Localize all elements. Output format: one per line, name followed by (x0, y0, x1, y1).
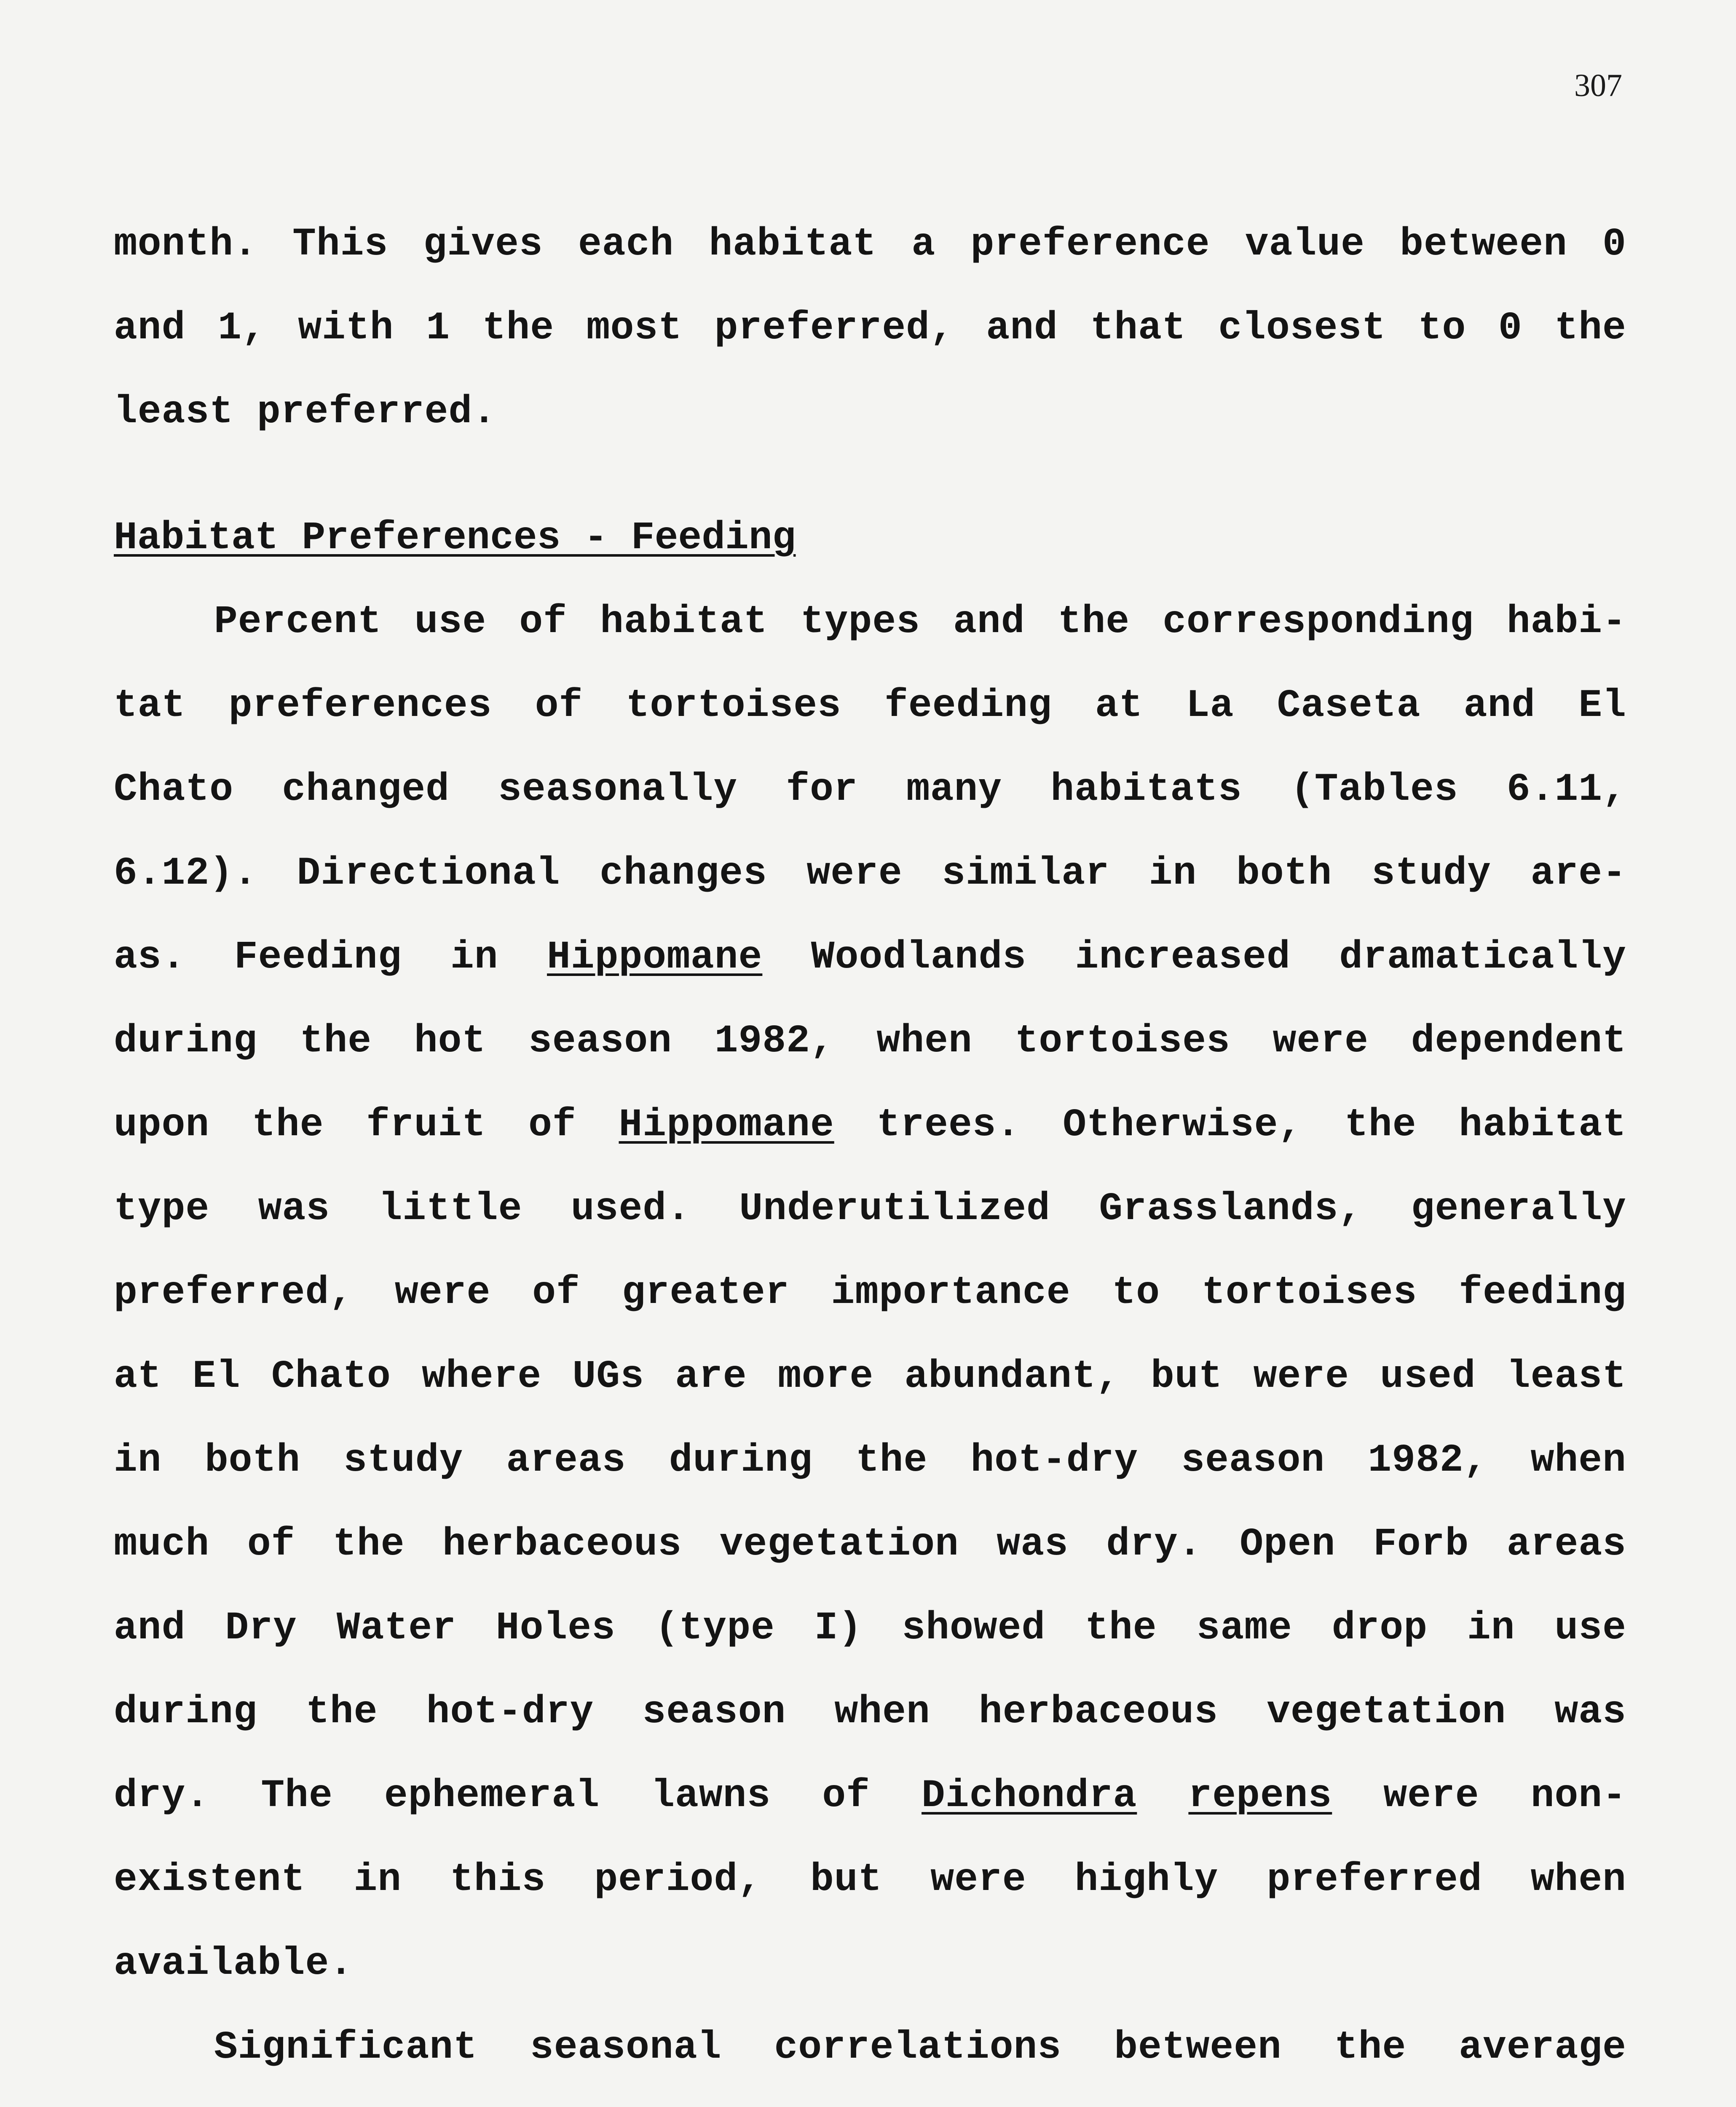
word: study (1371, 851, 1491, 895)
word: during (669, 1438, 813, 1482)
word: increased (1075, 935, 1291, 979)
word: same (1196, 1606, 1292, 1650)
word: Underutilized (739, 1187, 1050, 1231)
text-line (114, 1335, 1626, 1418)
word (1507, 2089, 1626, 2107)
word: Chato (114, 767, 234, 812)
word: least (114, 390, 234, 434)
word: to (1112, 1271, 1160, 1315)
word: UGs (572, 1354, 644, 1399)
word: corresponding (1163, 600, 1474, 644)
word: in (354, 1858, 402, 1902)
text-line (114, 1922, 1626, 2005)
document-body (114, 202, 1626, 2107)
word: Water (336, 1606, 456, 1650)
word: in (1149, 851, 1197, 895)
word: Directional (297, 851, 560, 895)
word: of (535, 684, 583, 728)
word (114, 2089, 281, 2107)
word: during (114, 1019, 257, 1063)
word: repens (1188, 1774, 1332, 1818)
text-line (114, 748, 1626, 831)
word: was (258, 1187, 330, 1231)
word: herbaceous (442, 1522, 682, 1566)
word: and (953, 600, 1025, 644)
word: were (1383, 1774, 1479, 1818)
word: preferred, (114, 1271, 354, 1315)
word: tortoises (626, 684, 841, 728)
word: The (261, 1774, 333, 1818)
word: herbaceous (978, 1690, 1219, 1734)
word: was (1554, 1690, 1626, 1734)
word: ephemeral (384, 1774, 600, 1818)
word: of (532, 1271, 580, 1315)
word: closest (1218, 306, 1386, 350)
word (1074, 2089, 1123, 2107)
word: were (806, 851, 903, 895)
word: both (1236, 851, 1332, 895)
word: habitat (1459, 1103, 1626, 1147)
word: This (292, 222, 388, 266)
word: preferences (228, 684, 492, 728)
word: highly (1074, 1858, 1219, 1902)
word: use (1554, 1606, 1626, 1650)
word: habitat (709, 222, 877, 266)
word: use (414, 600, 487, 644)
word (866, 2089, 938, 2107)
word: Hippomane (547, 935, 763, 979)
word: with (298, 306, 394, 350)
word: the (252, 1103, 324, 1147)
word: the (1345, 1103, 1417, 1147)
word: Dry (225, 1606, 297, 1650)
word: as. (114, 935, 186, 979)
text-line (114, 831, 1626, 915)
word: used (1380, 1354, 1476, 1399)
word: of (247, 1522, 295, 1566)
word: tortoises (1202, 1271, 1417, 1315)
word: habi- (1506, 600, 1626, 644)
word: 6.11, (1506, 767, 1626, 812)
text-line (114, 1167, 1626, 1251)
word: seasonally (498, 767, 738, 812)
word: Dichondra (922, 1774, 1137, 1818)
page-number: 307 (1574, 68, 1622, 103)
word: preference (970, 222, 1210, 266)
word: dry. (1106, 1522, 1202, 1566)
text-line (114, 202, 1626, 286)
section-heading: Habitat Preferences - Feeding (114, 516, 796, 560)
text-line (114, 580, 1626, 664)
text-line (114, 370, 1626, 454)
word: importance (831, 1271, 1071, 1315)
word: and (1463, 684, 1536, 728)
word: during (114, 1690, 257, 1734)
word: gives (423, 222, 543, 266)
word: and (114, 306, 186, 350)
word: El (1578, 684, 1626, 728)
text-line (114, 1418, 1626, 1502)
word: 0 (1498, 306, 1522, 350)
text-line (114, 1838, 1626, 1922)
word: (Tables (1291, 767, 1458, 812)
word: vegetation (719, 1522, 959, 1566)
word: used. (571, 1187, 691, 1231)
word: at (1095, 684, 1143, 728)
word: Otherwise, (1063, 1103, 1302, 1147)
word: the (1085, 1606, 1157, 1650)
word: where (422, 1354, 542, 1399)
word: between (1400, 222, 1567, 266)
word: (type (655, 1606, 775, 1650)
word: little (378, 1187, 522, 1231)
word: study (343, 1438, 463, 1482)
word: Percent (214, 600, 382, 644)
word (1307, 2089, 1474, 2107)
word: Feeding (234, 935, 402, 979)
word: season (642, 1690, 786, 1734)
word (1155, 2089, 1274, 2107)
word: of (528, 1103, 576, 1147)
word: the (482, 306, 555, 350)
text-line (114, 915, 1626, 999)
word: month. (114, 222, 257, 266)
word: abundant, (904, 1354, 1120, 1399)
word: in (114, 1438, 162, 1482)
word: 6.12). (114, 851, 257, 895)
word: greater (622, 1271, 790, 1315)
word: in (450, 935, 498, 979)
word: non- (1530, 1774, 1626, 1818)
text-line (114, 1754, 1626, 1838)
word: many (906, 767, 1002, 812)
word: much (114, 1522, 210, 1566)
text-line (114, 1251, 1626, 1335)
word: each (578, 222, 674, 266)
word: feeding (1459, 1271, 1626, 1315)
word: the (306, 1690, 378, 1734)
word: Grasslands, (1099, 1187, 1363, 1231)
word: the (300, 1019, 372, 1063)
text-line (114, 1502, 1626, 1586)
word: upon (114, 1103, 210, 1147)
word: season (528, 1019, 672, 1063)
word: I) (814, 1606, 863, 1650)
word: and (114, 1606, 186, 1650)
word: Open (1240, 1522, 1336, 1566)
paragraph-feeding (114, 580, 1626, 2005)
word: were (930, 1858, 1026, 1902)
word: vegetation (1267, 1690, 1506, 1734)
word: period, (594, 1858, 762, 1902)
word: the (1058, 600, 1130, 644)
text-line (114, 664, 1626, 748)
word: available. (114, 1941, 354, 1986)
word: 1 (426, 306, 450, 350)
word: Significant (214, 2025, 477, 2069)
word: feeding (884, 684, 1052, 728)
word: in (1467, 1606, 1515, 1650)
word: Chato (271, 1354, 391, 1399)
text-line (114, 2089, 1626, 2107)
word: most (586, 306, 683, 350)
word: dependent (1411, 1019, 1626, 1063)
word: for (786, 767, 858, 812)
word: are- (1530, 851, 1626, 895)
word: La (1186, 684, 1234, 728)
word: types (800, 600, 920, 644)
word: generally (1411, 1187, 1626, 1231)
word: Woodlands (811, 935, 1027, 979)
word: when (1530, 1858, 1626, 1902)
word: similar (942, 851, 1110, 895)
word: preferred (1267, 1858, 1482, 1902)
word: are (675, 1354, 747, 1399)
word: Hippomane (619, 1103, 834, 1147)
word: both (204, 1438, 301, 1482)
word: were (1253, 1354, 1349, 1399)
text-line (114, 1586, 1626, 1670)
word: drop (1331, 1606, 1428, 1650)
word: of (822, 1774, 870, 1818)
paragraph-correlations (114, 2005, 1626, 2107)
word: were (395, 1271, 491, 1315)
word: areas (1506, 1522, 1626, 1566)
word: least (1506, 1354, 1626, 1399)
section-spacer (114, 454, 1626, 496)
word: changed (282, 767, 450, 812)
word: showed (902, 1606, 1046, 1650)
word: Forb (1373, 1522, 1469, 1566)
word: preferred. (257, 390, 496, 434)
word: value (1245, 222, 1365, 266)
word: but (810, 1858, 882, 1902)
word: was (997, 1522, 1069, 1566)
word: fruit (366, 1103, 486, 1147)
word: hot (414, 1019, 486, 1063)
word: lawns (651, 1774, 771, 1818)
word: when (876, 1019, 972, 1063)
text-line (114, 1083, 1626, 1167)
word: dramatically (1339, 935, 1626, 979)
word: trees. (876, 1103, 1021, 1147)
word (314, 2089, 362, 2107)
word: and (986, 306, 1058, 350)
word (594, 2089, 833, 2107)
word: hot-dry (426, 1690, 594, 1734)
word: average (1459, 2025, 1626, 2069)
word: preferred, (714, 306, 954, 350)
text-line (114, 1670, 1626, 1754)
word: existent (114, 1858, 305, 1902)
word: were (1273, 1019, 1369, 1063)
word: tat (114, 684, 186, 728)
word: 1, (218, 306, 266, 350)
word: tortoises (1015, 1019, 1230, 1063)
word: 1982, (714, 1019, 834, 1063)
word: the (855, 1438, 928, 1482)
word: type (114, 1187, 210, 1231)
word: when (1530, 1438, 1626, 1482)
text-line (114, 999, 1626, 1083)
word: 1982, (1368, 1438, 1488, 1482)
word: habitat (600, 600, 768, 644)
word: the (333, 1522, 405, 1566)
word: at (114, 1354, 162, 1399)
word: of (519, 600, 567, 644)
word: changes (600, 851, 767, 895)
word (970, 2089, 1042, 2107)
word: dry. (114, 1774, 210, 1818)
word: Holes (496, 1606, 616, 1650)
word: to (1418, 306, 1466, 350)
word: a (911, 222, 936, 266)
word: habitats (1050, 767, 1242, 812)
paragraph-intro (114, 202, 1626, 454)
word: the (1334, 2025, 1406, 2069)
text-line (114, 286, 1626, 370)
word: when (834, 1690, 930, 1734)
word: hot-dry (970, 1438, 1139, 1482)
word: between (1114, 2025, 1282, 2069)
word: 0 (1602, 222, 1626, 266)
word: the (1554, 306, 1626, 350)
word: El (192, 1354, 241, 1399)
word: but (1151, 1354, 1223, 1399)
text-line (114, 2005, 1626, 2089)
word: areas (506, 1438, 626, 1482)
word: season (1181, 1438, 1325, 1482)
word: Caseta (1277, 684, 1421, 728)
word (394, 2089, 562, 2107)
word: more (777, 1354, 874, 1399)
word: that (1090, 306, 1186, 350)
word: correlations (774, 2025, 1062, 2069)
word: this (450, 1858, 546, 1902)
word: seasonal (530, 2025, 722, 2069)
